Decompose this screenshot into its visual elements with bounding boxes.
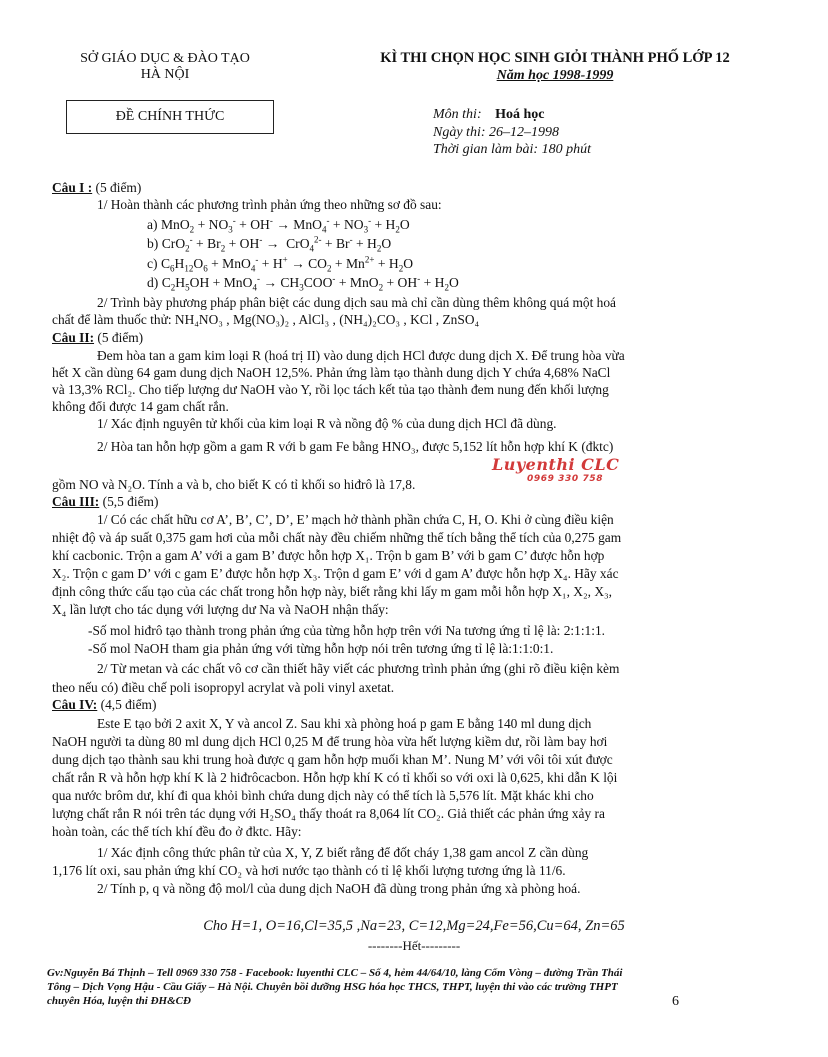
- org-name: SỞ GIÁO DỤC & ĐÀO TẠO: [80, 51, 250, 66]
- q3-line6: X₄ lần lượt cho tác dụng với lượng dư Na và NaOH nhận thấy:: [52, 602, 389, 617]
- q3-line5: định công thức cấu tạo của các chất trong hỗn hợp này, biết rằng khi lấy m gam mỗi hỗn hợp X₁, X₂, X₃,: [52, 584, 612, 599]
- q4-line8: 1/ Xác định công thức phân tử của X, Y, Z biết rằng để đốt cháy 1,38 gam ancol Z cần dùng: [97, 845, 589, 860]
- q3-line8: -Số mol NaOH tham gia phản ứng với từng hỗn hợp nói trên tương ứng tỉ lệ là:1:1:0:1.: [88, 641, 554, 656]
- atomic-masses: Cho H=1, O=16,Cl=35,5 ,Na=23, C=12,Mg=24,Fe=56,Cu=64, Zn=65: [203, 918, 625, 934]
- q3-line3: khí cacbonic. Trộn a gam A’ với a gam B’ được hỗn hợp X₁. Trộn b gam B’ với b gam C’ được hỗn hợp: [52, 548, 605, 563]
- school-year: Năm học 1998-1999: [496, 68, 614, 83]
- footer-line3: chuyên Hóa, luyện thi ĐH&CĐ: [47, 995, 191, 1007]
- exam-duration: Thời gian làm bài: 180 phút: [433, 142, 591, 157]
- q3-heading-row: [52, 494, 770, 510]
- q3-line4: X₂. Trộn c gam D’ với c gam E’ được hỗn hợp X₃. Trộn d gam E’ với d gam A’ được hỗn hợp X₄. Hãy xác: [52, 566, 619, 581]
- q4-points: (4,5 điểm): [100, 697, 157, 712]
- q2-line7: gồm NO và N₂O. Tính a và b, cho biết K có tỉ khối so hiđrô là 17,8.: [52, 477, 416, 492]
- equation-d: d) $C_2H_5OH + MnO_4^- \to CH_3COO^- + MnO_2 + OH^- + H_2O$: [147, 273, 459, 293]
- q4-line4: chất rắn R và hỗn hợp khí K là 2 hiđrôcacbon. Hỗn hợp khí K có tỉ khối so với oxi là 0,625, khi dẫn K lội: [52, 770, 618, 785]
- official-label: ĐỀ CHÍNH THỨC: [66, 100, 274, 134]
- q2-line2: hết X cần dùng 64 gam dung dịch NaOH 12,5%. Phản ứng làm tạo thành dung dịch Y chứa 4,68% NaCl: [52, 365, 611, 380]
- footer-line2: Tông – Dịch Vọng Hậu - Cầu Giấy – Hà Nội. Chuyên bồi dưỡng HSG hóa học THCS, THPT, luyện thi vào các trường THPT: [47, 981, 618, 993]
- q4-line7: hoàn toàn, các thể tích khí đều đo ở đktc. Hãy:: [52, 824, 302, 839]
- org-city: HÀ NỘI: [140, 67, 190, 82]
- q3-line9: 2/ Từ metan và các chất vô cơ cần thiết hãy viết các phương trình phản ứng (ghi rõ điều kiện kèm: [97, 661, 620, 676]
- q2-line6: 2/ Hòa tan hỗn hợp gồm a gam R với b gam Fe bằng HNO₃, được 5,152 lít hỗn hợp khí K (đktc): [97, 439, 614, 454]
- q1-heading-row: [52, 180, 770, 196]
- q4-heading: Câu IV:: [52, 697, 98, 712]
- q1-heading: Câu I :: [52, 180, 93, 195]
- q1-part2-line1: 2/ Trình bày phương pháp phân biệt các dung dịch sau mà chỉ cần dùng thêm không quá một hoá: [97, 295, 616, 310]
- page-number: 6: [672, 994, 679, 1009]
- watermark-phone: 0969 330 758: [527, 474, 604, 484]
- exam-title: KÌ THI CHỌN HỌC SINH GIỎI THÀNH PHỐ LỚP 12: [380, 50, 730, 66]
- q4-line3: dung dịch tạo thành sau khi trung hoà được q gam hỗn hợp muối khan M’. Nung M’ với vôi tôi xút được: [52, 752, 613, 767]
- q4-line2: NaOH người ta dùng 80 ml dung dịch HCl 0,25 M để trung hòa vừa hết lượng kiềm dư, rồi làm bay hơi: [52, 734, 608, 749]
- q3-line10: theo nếu có) điều chế poli isopropyl acrylat và poli vinyl axetat.: [52, 680, 395, 695]
- equation-c: c) $C_6H_{12}O_6 + MnO_4^- + H^+ \to CO_2 + Mn^{2+} + H_2O$: [147, 254, 414, 274]
- subject-row: [433, 107, 545, 123]
- subject-value: Hoá học: [495, 107, 545, 122]
- subject-label: Môn thi:: [433, 107, 482, 122]
- equation-b: b) $CrO_2^- + Br_2 + OH^- \to CrO_4^{2-} + Br^- + H_2O$: [147, 234, 392, 254]
- q3-heading: Câu III:: [52, 494, 100, 509]
- end-mark: --------Hết---------: [367, 938, 461, 953]
- q3-points: (5,5 điểm): [102, 494, 159, 509]
- footer-line1: Gv:Nguyễn Bá Thịnh – Tell 0969 330 758 - Facebook: luyenthi CLC – Số 4, hẻm 44/64/10, làng Cốm Vòng – đường Trần Thái: [47, 967, 623, 979]
- q2-line5: 1/ Xác định nguyên tử khối của kim loại R và nồng độ % của dung dịch HCl đã dùng.: [97, 416, 557, 431]
- q1-points: (5 điểm): [95, 180, 142, 195]
- q2-heading-row: [52, 330, 770, 346]
- q2-heading: Câu II:: [52, 330, 95, 345]
- q1-part2-line2: chất để làm thuốc thử: NH₄NO₃ , Mg(NO₃)₂ , AlCl₃ , (NH₄)₂CO₃ , KCl , ZnSO₄: [52, 312, 480, 327]
- q4-line10: 2/ Tính p, q và nồng độ mol/l của dung dịch NaOH đã dùng trong phản ứng xà phòng hoá.: [97, 881, 581, 896]
- equation-a: a) $MnO_2 + NO_3^- + OH^- \to MnO_4^- + NO_3^- + H_2O$: [147, 215, 410, 235]
- q4-line6: lượng chất rắn R nói trên tác dụng với H₂SO₄ thấy thoát ra 8,064 lít CO₂. Giả thiết các phản ứng xảy ra: [52, 806, 605, 821]
- q4-line9: 1,176 lít oxi, sau phản ứng khí CO₂ và hơi nước tạo thành có tỉ lệ khối lượng tương ứng là 11/6.: [52, 863, 566, 878]
- q4-heading-row: [52, 697, 770, 713]
- q2-points: (5 điểm): [97, 330, 144, 345]
- q3-line7: -Số mol hiđrô tạo thành trong phản ứng của từng hỗn hợp trên với Na tương ứng tỉ lệ là: 2:1:1:1.: [88, 623, 606, 638]
- q2-line1: Đem hòa tan a gam kim loại R (hoá trị II) vào dung dịch HCl được dung dịch X. Để trung hòa vừa: [97, 348, 625, 363]
- q3-line1: 1/ Có các chất hữu cơ A’, B’, C’, D’, E’ mạch hở thành phần chứa C, H, O. Khi ở cùng điều kiện: [97, 512, 614, 527]
- q4-line1: Este E tạo bởi 2 axit X, Y và ancol Z. Sau khi xà phòng hoá p gam E bằng 140 ml dung dịch: [97, 716, 592, 731]
- q3-line2: nhiệt độ và áp suất 0,375 gam hơi của mỗi chất này đều chiếm những thể tích bằng thể tích của 0,275 gam: [52, 530, 622, 545]
- q2-line4: không đổi được 14 gam chất rắn.: [52, 399, 229, 414]
- q4-line5: qua nước brôm dư, khí đi qua khỏi bình chứa dung dịch này có thể tích là 5,576 lít. Mặt khác khi cho: [52, 788, 594, 803]
- exam-date: Ngày thi: 26–12–1998: [433, 125, 559, 140]
- watermark-logo: Luyenthi CLC: [492, 455, 620, 474]
- q1-part1: 1/ Hoàn thành các phương trình phản ứng theo những sơ đồ sau:: [97, 197, 442, 212]
- q2-line3: và 13,3% RCl₂. Cho tiếp lượng dư NaOH vào Y, rồi lọc tách kết tủa tạo thành đem nung đến khối lượng: [52, 382, 609, 397]
